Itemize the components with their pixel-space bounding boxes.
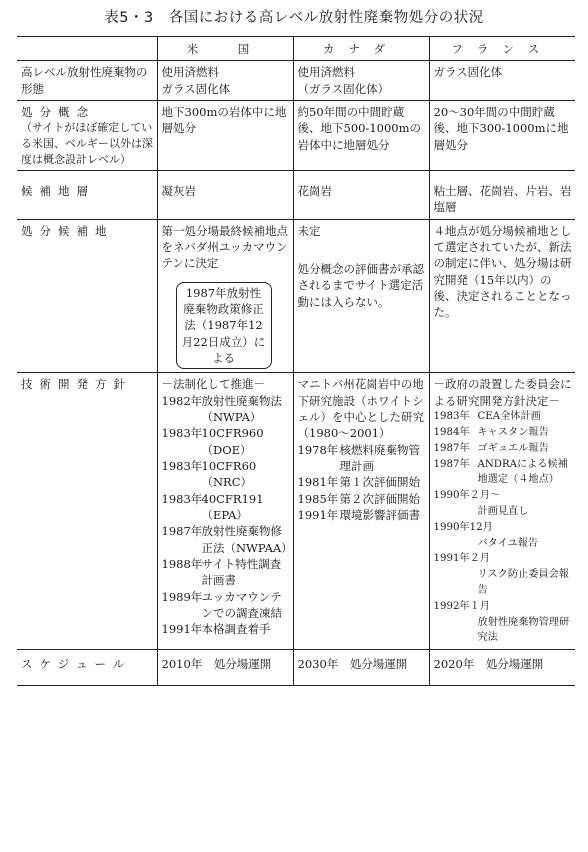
header-row	[17, 37, 575, 61]
event-text: 10CFR960（DOE）	[201, 426, 264, 457]
event-year: 1982年	[161, 393, 203, 408]
cell-fr-schedule: 2020年 処分場運開	[429, 650, 575, 685]
header-blank	[17, 37, 157, 61]
event-text: 第２次評価開始	[339, 491, 420, 506]
event-year: 1983年	[433, 411, 470, 423]
us-tech-intro: －法制化して推進－	[161, 377, 265, 392]
event-year: 1987年	[433, 458, 470, 470]
ca-tech-events	[298, 442, 426, 524]
event-text: リスク防止委員会報告	[477, 569, 569, 597]
row-waste-form	[17, 61, 575, 101]
fr-tech-intro: －政府の設置した委員会による研究開発方針決定－	[433, 377, 572, 408]
cell-us-concept: 地下300mの岩体中に地層処分	[157, 100, 293, 170]
cell-us-tech	[157, 373, 293, 650]
event-text: ユッカマウンテンでの調査凍結	[201, 589, 282, 621]
event-text: サイト特性調査計画書	[201, 557, 282, 588]
event-year: 1987年	[161, 524, 203, 539]
cell-us-strata: 凝灰岩	[157, 171, 293, 220]
event-year: 1992年１月	[433, 600, 490, 612]
event-text: ANDRAによる候補地選定（４地点）	[477, 458, 568, 486]
event-text: 放射性廃棄物法（NWPA）	[201, 393, 282, 425]
event-year: 1983年	[161, 491, 203, 506]
event-year: 1991年	[297, 508, 339, 523]
row-site	[17, 219, 575, 373]
header-france: フランス	[429, 37, 575, 61]
event-text: 第１次評価開始	[339, 475, 420, 490]
event-year: 1978年	[297, 442, 339, 457]
label-concept-cell	[17, 100, 157, 170]
event-year: 1985年	[297, 491, 339, 506]
event-year: 1990年２月～	[433, 490, 501, 502]
event-year: 1987年	[433, 442, 470, 454]
event-text: 環境影響評価書	[339, 508, 420, 523]
us-site-law-box: 1987年放射性廃棄物政策修正法（1987年12月22日成立）による	[176, 282, 272, 370]
event-text: CEA全体計画	[477, 411, 541, 423]
event-text: 40CFR191（EPA）	[201, 491, 264, 523]
us-site-text: 第一処分場最終候補地点をネバダ州ユッカマウンテンに決定	[161, 223, 288, 271]
cell-ca-strata: 花崗岩	[293, 171, 429, 220]
label-concept: 処分概念	[21, 104, 95, 119]
event-text: 放射性廃棄物管理研究法	[477, 616, 570, 644]
header-canada: カナダ	[293, 37, 429, 61]
label-site-cell	[17, 219, 157, 373]
cell-fr-concept: 20～30年間の中間貯蔵後、地下300-1000mに地層処分	[429, 100, 575, 170]
cell-ca-schedule: 2030年 処分場運開	[293, 650, 429, 685]
event-year: 1989年	[161, 589, 203, 604]
ca-site-note: 処分概念の評価書が承認されるまでサイト選定活動には入らない。	[297, 262, 424, 309]
event-text: 計画見直し	[477, 505, 529, 517]
event-text: 10CFR60（NRC）	[201, 459, 257, 490]
ca-site-text: 未定	[297, 223, 321, 238]
event-year: 1981年	[297, 475, 339, 490]
event-text: 本格調査着手	[201, 622, 271, 637]
event-year: 1983年	[161, 459, 203, 474]
event-year: 1990年12月	[433, 521, 493, 533]
cell-fr-tech	[429, 373, 575, 650]
label-strata-cell	[17, 171, 157, 220]
row-tech	[17, 373, 575, 650]
fr-tech-events	[434, 409, 573, 646]
event-text: ゴギュエル報告	[477, 442, 549, 454]
label-concept-note: （サイトがほぼ確定している米国、ベルギー以外は深度は概念設計レベル）	[21, 121, 153, 166]
label-waste-form: 高レベル放射性廃棄物の形態	[17, 61, 157, 101]
ca-tech-intro: マニトバ州花崗岩中の地下研究施設（ホワイトシェル）を中心とした研究（1980～2001）	[297, 377, 424, 441]
row-concept	[17, 100, 575, 170]
row-strata	[17, 171, 575, 220]
cell-fr-site: ４地点が処分場候補地として選定されていたが、新法の制定に伴い、処分場は研究開発（15年以内）の後、決定されることとなった。	[429, 219, 575, 373]
event-year: 1983年	[161, 426, 203, 441]
cell-ca-form: 使用済燃料 （ガラス固化体）	[293, 61, 429, 101]
event-text: 放射性廃棄物修正法（NWPAA）	[201, 524, 293, 555]
label-strata: 候補地層	[21, 184, 95, 199]
cell-ca-tech	[293, 373, 429, 650]
label-tech: 技術開発方針	[21, 377, 132, 392]
event-text: バタイユ報告	[477, 537, 539, 549]
cell-us-site	[157, 219, 293, 373]
label-schedule: スケジュール	[21, 657, 132, 672]
event-year: 1988年	[161, 557, 203, 572]
header-us: 米 国	[157, 37, 293, 61]
cell-us-schedule: 2010年 処分場運開	[157, 650, 293, 685]
event-text: キャスタン報告	[477, 426, 549, 438]
cell-us-form: 使用済燃料 ガラス固化体	[157, 61, 293, 101]
event-text: 核燃料廃棄物管理計画	[339, 442, 420, 474]
cell-ca-site	[293, 219, 429, 373]
us-tech-events	[161, 393, 293, 638]
event-year: 1991年	[161, 622, 203, 637]
label-site: 処分候補地	[21, 223, 114, 238]
comparison-table	[17, 36, 575, 686]
row-schedule	[17, 650, 575, 685]
cell-fr-form: ガラス固化体	[429, 61, 575, 101]
cell-ca-concept: 約50年間の中間貯蔵後、地下500-1000mの岩体中に地層処分	[293, 100, 429, 170]
event-year: 1984年	[433, 426, 470, 438]
table-title: 表5・3 各国における高レベル放射性廃棄物処分の状況	[104, 10, 484, 26]
event-year: 1991年２月	[433, 553, 490, 565]
label-tech-cell	[17, 373, 157, 650]
cell-fr-strata: 粘土層、花崗岩、片岩、岩塩層	[429, 171, 575, 220]
label-schedule-cell	[17, 650, 157, 685]
